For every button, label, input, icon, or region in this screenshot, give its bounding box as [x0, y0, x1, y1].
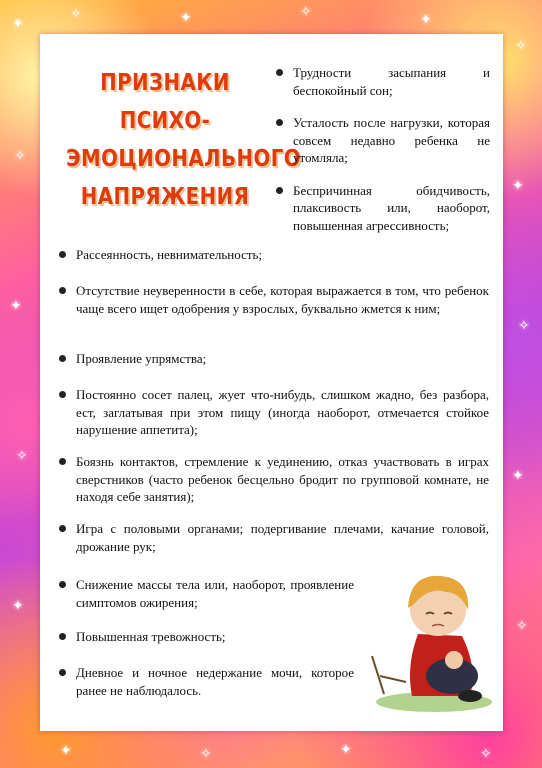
list-item: Постоянно сосет палец, жует что-нибудь, слишком жадно, без разбора, ест, заглатывая при этом пищу (иногда наоборот, отмечается стойкое нарушение аппетита); [76, 387, 489, 437]
sparkle-icon: ✦ [10, 299, 22, 314]
sparkle-icon: ✦ [180, 11, 192, 26]
list-item: Снижение массы тела или, наоборот, проявление симптомов ожирения; [76, 577, 354, 610]
sparkle-icon: ✧ [300, 5, 312, 20]
list-item: Усталость после нагрузки, которая совсем недавно ребенка не утомляла; [293, 115, 490, 165]
sparkle-icon: ✦ [512, 469, 524, 484]
sparkle-icon: ✧ [518, 319, 530, 334]
sparkle-icon: ✧ [516, 619, 528, 634]
list-item: Повышенная тревожность; [76, 628, 354, 646]
list-item: Проявление упрямства; [76, 350, 489, 368]
top-symptom-list [293, 64, 490, 249]
page-title [66, 64, 302, 216]
list-item: Дневное и ночное недержание мочи, которое ранее не наблюдалось. [76, 665, 354, 698]
sparkle-icon: ✧ [200, 747, 212, 762]
title-line: ПСИХО- [119, 108, 211, 134]
sparkle-icon: ✧ [480, 747, 492, 762]
list-item: Рассеянность, невнимательность; [76, 246, 489, 264]
sparkle-icon: ✧ [515, 39, 527, 54]
sparkle-icon: ✦ [420, 13, 432, 28]
sparkle-icon: ✦ [12, 17, 24, 32]
list-item: Трудности засыпания и беспокойный сон; [293, 65, 490, 98]
list-item: Игра с половыми органами; подергивание плечами, качание головой, дрожание рук; [76, 521, 489, 554]
list-item: Боязнь контактов, стремление к уединению, отказ участвовать в играх сверстников (часто ребенок бесцельно бродит по групповой комнате, не находя себе занятия); [76, 454, 489, 504]
sparkle-icon: ✦ [60, 744, 72, 759]
list-item: Отсутствие неуверенности в себе, которая выражается в том, что ребенок чаще всего ищет одобрения у взрослых, буквально жмется к ним; [76, 283, 489, 316]
sad-child-illustration [366, 556, 496, 716]
title-line: НАПРЯЖЕНИЯ [80, 184, 250, 210]
sparkle-icon: ✦ [340, 743, 352, 758]
sparkle-icon: ✦ [12, 599, 24, 614]
title-line: ЭМОЦИОНАЛЬНОГО [66, 146, 302, 172]
sparkle-icon: ✦ [512, 179, 524, 194]
title-line: ПРИЗНАКИ [100, 70, 230, 96]
sparkle-icon: ✧ [70, 7, 82, 22]
list-item: Беспричинная обидчивость, плаксивость или, наоборот, повышенная агрессивность; [293, 182, 490, 233]
sparkle-icon: ✧ [14, 149, 26, 164]
sparkle-icon: ✧ [16, 449, 28, 464]
